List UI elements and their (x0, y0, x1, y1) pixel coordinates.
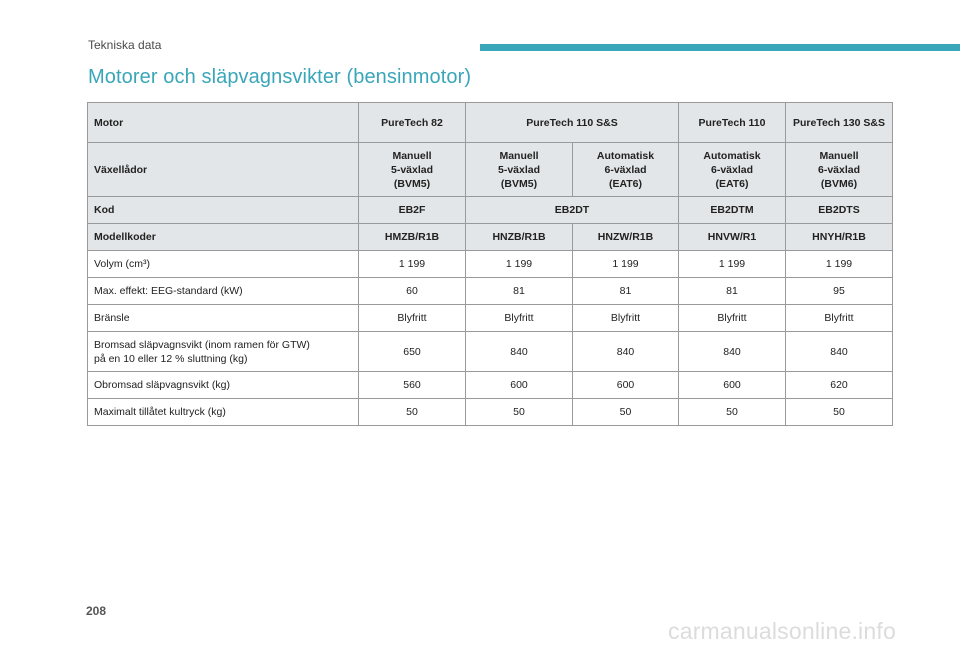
value-cell: 50 (466, 399, 573, 426)
value-cell: 1 199 (786, 251, 893, 278)
value-cell: 600 (573, 372, 679, 399)
value-cell: 560 (359, 372, 466, 399)
value-cell: 650 (359, 332, 466, 372)
row-label: Bromsad släpvagnsvikt (inom ramen för GTW) på en 10 eller 12 % sluttning (kg) (88, 332, 359, 372)
cell-puretech-110: PureTech 110 (679, 103, 786, 143)
value-cell: 1 199 (679, 251, 786, 278)
cell-puretech-110-ss: PureTech 110 S&S (466, 103, 679, 143)
value-cell: Blyfritt (573, 305, 679, 332)
value-cell: 620 (786, 372, 893, 399)
value-cell: 1 199 (359, 251, 466, 278)
value-cell: Blyfritt (679, 305, 786, 332)
value-cell: 81 (466, 278, 573, 305)
model-code-cell: HNVW/R1 (679, 224, 786, 251)
code-cell: EB2DTM (679, 197, 786, 224)
gearbox-cell: Automatisk 6-växlad (EAT6) (679, 143, 786, 197)
value-cell: 50 (786, 399, 893, 426)
table-row (88, 278, 893, 305)
row-label-gearbox: Växellådor (88, 143, 359, 197)
value-cell: 81 (573, 278, 679, 305)
value-cell: 1 199 (466, 251, 573, 278)
table-row (88, 399, 893, 426)
row-label: Max. effekt: EEG-standard (kW) (88, 278, 359, 305)
gearbox-cell: Automatisk 6-växlad (EAT6) (573, 143, 679, 197)
model-code-row (88, 224, 893, 251)
table-row (88, 372, 893, 399)
model-code-cell: HNZB/R1B (466, 224, 573, 251)
engine-spec-table (87, 102, 893, 426)
table-row (88, 332, 893, 372)
section-accent-bar (480, 44, 960, 51)
value-cell: 1 199 (573, 251, 679, 278)
model-code-cell: HMZB/R1B (359, 224, 466, 251)
row-label-motor: Motor (88, 103, 359, 143)
code-row (88, 197, 893, 224)
row-label-code: Kod (88, 197, 359, 224)
row-label-model-codes: Modellkoder (88, 224, 359, 251)
gearbox-row (88, 143, 893, 197)
page-title: Motorer och släpvagnsvikter (bensinmotor) (88, 66, 472, 88)
gearbox-cell: Manuell 5-växlad (BVM5) (466, 143, 573, 197)
value-cell: 840 (573, 332, 679, 372)
value-cell: 840 (466, 332, 573, 372)
value-cell: 60 (359, 278, 466, 305)
table-row (88, 251, 893, 278)
model-code-cell: HNYH/R1B (786, 224, 893, 251)
page-number: 208 (86, 604, 107, 618)
value-cell: 50 (359, 399, 466, 426)
code-cell: EB2DT (466, 197, 679, 224)
row-label: Obromsad släpvagnsvikt (kg) (88, 372, 359, 399)
row-label: Volym (cm³) (88, 251, 359, 278)
value-cell: 600 (679, 372, 786, 399)
value-cell: 600 (466, 372, 573, 399)
model-code-cell: HNZW/R1B (573, 224, 679, 251)
value-cell: Blyfritt (359, 305, 466, 332)
table-row (88, 305, 893, 332)
value-cell: 840 (679, 332, 786, 372)
code-cell: EB2DTS (786, 197, 893, 224)
value-cell: 95 (786, 278, 893, 305)
value-cell: Blyfritt (466, 305, 573, 332)
value-cell: Blyfritt (786, 305, 893, 332)
gearbox-cell: Manuell 6-växlad (BVM6) (786, 143, 893, 197)
row-label: Bränsle (88, 305, 359, 332)
gearbox-cell: Manuell 5-växlad (BVM5) (359, 143, 466, 197)
value-cell: 840 (786, 332, 893, 372)
row-label: Maximalt tillåtet kultryck (kg) (88, 399, 359, 426)
motor-row (88, 103, 893, 143)
watermark: carmanualsonline.info (668, 618, 896, 644)
value-cell: 50 (573, 399, 679, 426)
code-cell: EB2F (359, 197, 466, 224)
section-label: Tekniska data (88, 38, 162, 52)
cell-puretech-82: PureTech 82 (359, 103, 466, 143)
cell-puretech-130-ss: PureTech 130 S&S (786, 103, 893, 143)
value-cell: 81 (679, 278, 786, 305)
value-cell: 50 (679, 399, 786, 426)
